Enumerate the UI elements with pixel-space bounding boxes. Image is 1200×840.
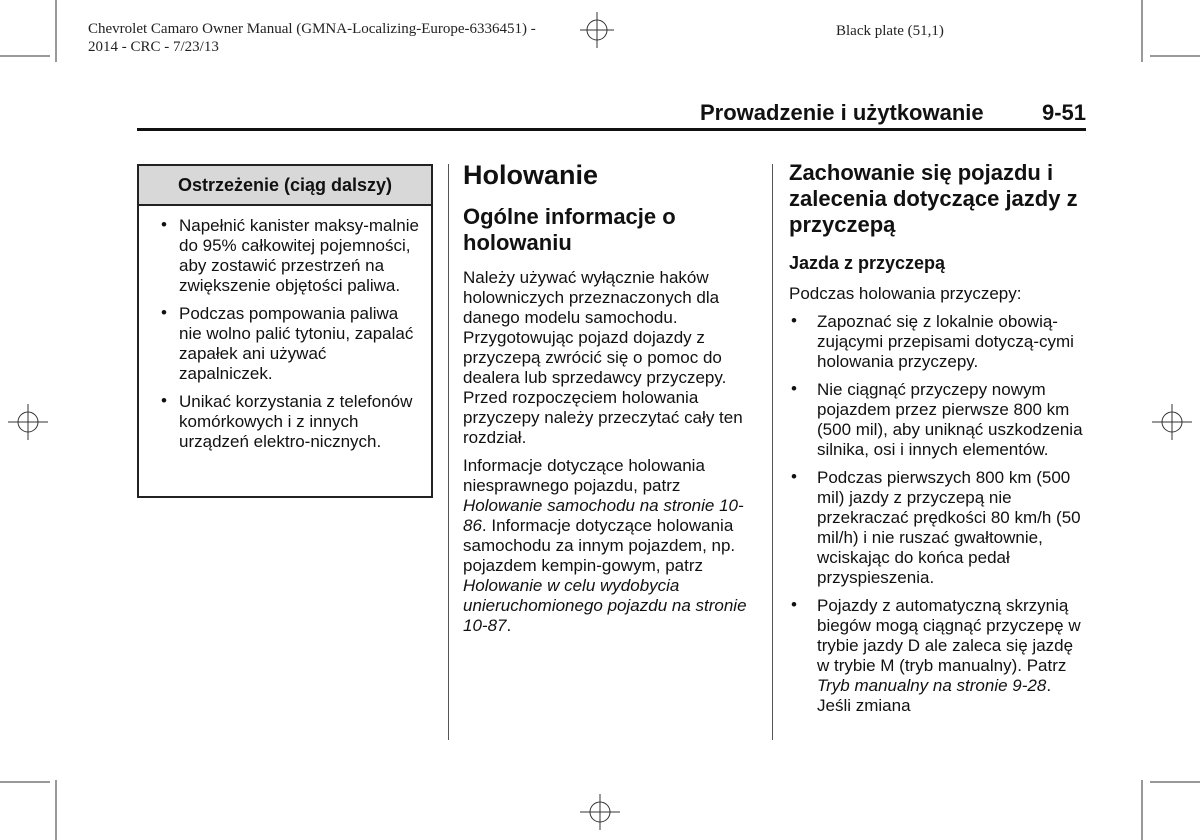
text: . xyxy=(506,616,512,635)
paragraph: Należy używać wyłącznie haków holowniczych przeznaczonych dla danego modelu samochodu. Przygotowując pojazd dojazdy z przyczepą zwrócić się o pomoc do dealera lub sprzedawcy przyczepy. Przed rozpoczęciem holowania przyczepy należy przeczytać cały ten rozdział. xyxy=(463,268,743,447)
heading-trailer-driving: Zachowanie się pojazdu i zalecenia dotyczące jazdy z przyczepą xyxy=(789,160,1078,237)
middle-column xyxy=(463,160,759,644)
heading-towing: Holowanie xyxy=(463,160,599,190)
print-header-left xyxy=(88,20,536,56)
bullet-item: • Zapoznać się z lokalnie obowią-zującymi przepisami dotyczą-cymi holowania przyczepy. xyxy=(789,312,1089,372)
cross-reference-link[interactable]: Tryb manualny na stronie 9-28 xyxy=(817,676,1047,695)
print-header-line2: 2014 - CRC - 7/23/13 xyxy=(88,39,219,55)
registration-target-right xyxy=(1152,404,1192,440)
section-title: Prowadzenie i użytkowanie xyxy=(700,100,984,125)
warning-item: • Podczas pompowania paliwa nie wolno palić tytoniu, zapalać zapałek ani używać zapalniczek. xyxy=(161,304,419,384)
header-rule xyxy=(137,128,1086,131)
text: . Jeśli zmiana xyxy=(817,676,1052,715)
page-header xyxy=(700,100,1086,126)
warning-list xyxy=(139,206,431,452)
print-header-right: Black plate (51,1) xyxy=(836,23,944,39)
warning-title: Ostrzeżenie (ciąg dalszy) xyxy=(139,166,431,206)
subheading-driving-with-trailer: Jazda z przyczepą xyxy=(789,253,946,273)
warning-item: • Unikać korzystania z telefonów komórkowych i z innych urządzeń elektro-nicznych. xyxy=(161,392,419,452)
bullet-item xyxy=(789,596,1089,716)
cross-reference-link[interactable]: Holowanie w celu wydobycia unieruchomionego pojazdu na stronie 10-87 xyxy=(463,576,747,635)
registration-target-top xyxy=(580,12,614,48)
registration-target-left xyxy=(8,404,48,440)
paragraph-with-refs xyxy=(463,456,759,636)
registration-target-bottom xyxy=(580,794,620,830)
bullet-item: • Nie ciągnąć przyczepy nowym pojazdem przez pierwsze 800 km (500 mil), aby uniknąć uszkodzenia silnika, osi i innych elementów. xyxy=(789,380,1089,460)
trailer-bullet-list xyxy=(789,312,1089,716)
text: Informacje dotyczące holowania niesprawnego pojazdu, patrz xyxy=(463,456,705,495)
warning-item: • Napełnić kanister maksy-malnie do 95% całkowitej pojemności, aby zostawić przestrzeń na zwiększenie objętości paliwa. xyxy=(161,216,419,296)
column-divider-1 xyxy=(448,164,449,740)
text: . Informacje dotyczące holowania samochodu za innym pojazdem, np. pojazdem kempin-gowym, patrz xyxy=(463,516,736,575)
column-divider-2 xyxy=(772,164,773,740)
bullet-item: • Podczas pierwszych 800 km (500 mil) jazdy z przyczepą nie przekraczać prędkości 80 km/h (50 mil/h) i nie ruszać gwałtownie, wciskając do końca pedał przyspieszenia. xyxy=(789,468,1089,588)
cross-reference-link[interactable]: Holowanie samochodu na stronie 10-86 xyxy=(463,496,744,535)
text: Pojazdy z automatyczną skrzynią biegów mogą ciągnąć przyczepę w trybie jazdy D ale zaleca się jazdę w trybie M (tryb manualny). Patrz xyxy=(817,596,1081,675)
subheading-general-towing: Ogólne informacje o holowaniu xyxy=(463,204,676,255)
warning-box xyxy=(137,164,433,498)
print-header-line1: Chevrolet Camaro Owner Manual (GMNA-Localizing-Europe-6336451) - xyxy=(88,21,536,37)
right-column xyxy=(789,160,1089,724)
intro-text: Podczas holowania przyczepy: xyxy=(789,284,1022,303)
page-number: 9-51 xyxy=(1041,100,1086,125)
